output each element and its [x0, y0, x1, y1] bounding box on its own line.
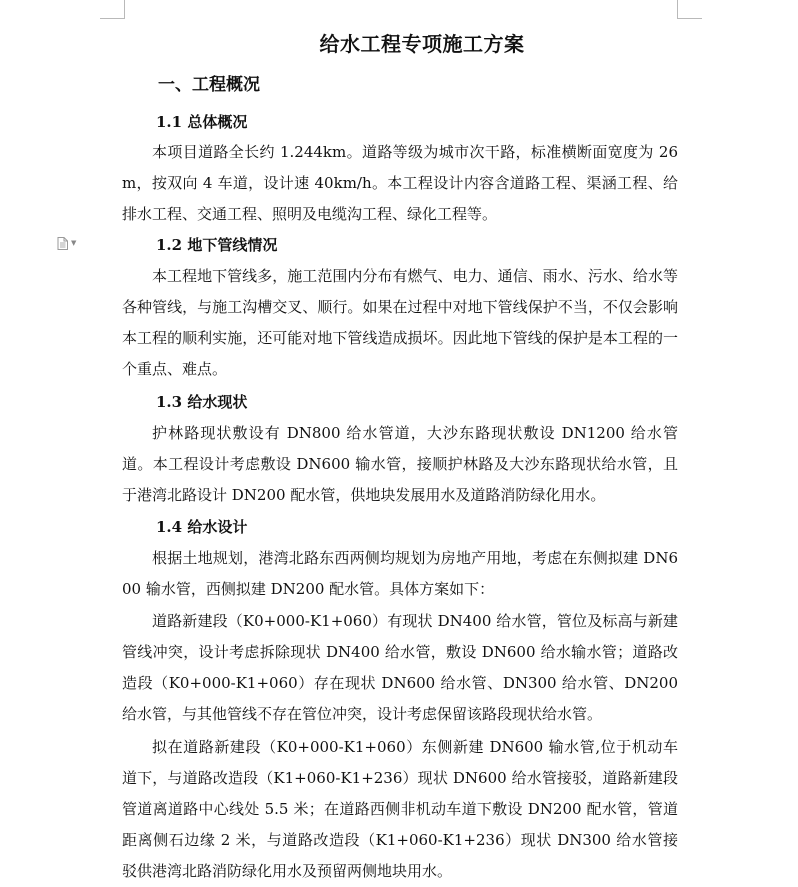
subsection-heading-1-1: 1.1 总体概况 — [156, 113, 248, 131]
subsection-heading-1-2: 1.2 地下管线情况 — [156, 236, 278, 254]
paragraph-1-3: 护林路现状敷设有 DN800 给水管道，大沙东路现状敷设 DN1200 给水管道。本工程设计考虑敷设 DN600 输水管，接顺护林路及大沙东路现状给水管，且于港湾北路设计 DN200 配水管，供地块发展用水及道路消防绿化用水。 — [122, 424, 678, 504]
subsection-heading-1-4: 1.4 给水设计 — [156, 518, 248, 536]
paragraph-1-4-c: 拟在道路新建段（K0+000-K1+060）东侧新建 DN600 输水管,位于机动车道下，与道路改造段（K1+060-K1+236）现状 DN600 给水管接驳，道路新建段管道离道路中心线处 5.5 米；在道路西侧非机动车道下敷设 DN200 配水管，管道距离侧石边缘 2 米，与道路改造段（K1+060-K1+236）现状 DN300 给水管接驳供港湾北路消防绿化用水及预留两侧地块用水。 — [122, 738, 678, 880]
paragraph-1-4-b: 道路新建段（K0+000-K1+060）有现状 DN400 给水管，管位及标高与新建管线冲突，设计考虑拆除现状 DN400 给水管，敷设 DN600 给水输水管；道路改造段（K0+000-K1+060）存在现状 DN600 给水管、DN300 给水管、DN200 给水管，与其他管线不存在管位冲突，设计考虑保留该路段现状给水管。 — [122, 612, 678, 723]
chevron-down-icon: ▼ — [71, 239, 77, 247]
section-heading: 一、工程概况 — [158, 75, 260, 95]
margin-corner-mark-left-horizontal — [100, 18, 125, 19]
margin-corner-mark-right — [677, 0, 678, 18]
file-icon — [57, 237, 68, 250]
document-title: 给水工程专项施工方案 — [319, 32, 525, 56]
paragraph-1-4-a: 根据土地规划，港湾北路东西两侧均规划为房地产用地，考虑在东侧拟建 DN600 输水管，西侧拟建 DN200 配水管。具体方案如下： — [122, 549, 678, 598]
paragraph-1-2: 本工程地下管线多，施工范围内分布有燃气、电力、通信、雨水、污水、给水等各种管线，与施工沟槽交叉、顺行。如果在过程中对地下管线保护不当，不仅会影响本工程的顺利实施，还可能对地下管线造成损坏。因此地下管线的保护是本工程的一个重点、难点。 — [122, 267, 678, 378]
paragraph-1-1: 本项目道路全长约 1.244km。道路等级为城市次干路，标准横断面宽度为 26m，按双向 4 车道，设计速 40km/h。本工程设计内容含道路工程、渠涵工程、给排水工程、交通工程、照明及电缆沟工程、绿化工程等。 — [122, 143, 678, 223]
subsection-heading-1-3: 1.3 给水现状 — [156, 393, 248, 411]
document-options-icon[interactable] — [57, 236, 81, 250]
margin-corner-mark-left — [124, 0, 125, 18]
margin-corner-mark-right-horizontal — [677, 18, 702, 19]
